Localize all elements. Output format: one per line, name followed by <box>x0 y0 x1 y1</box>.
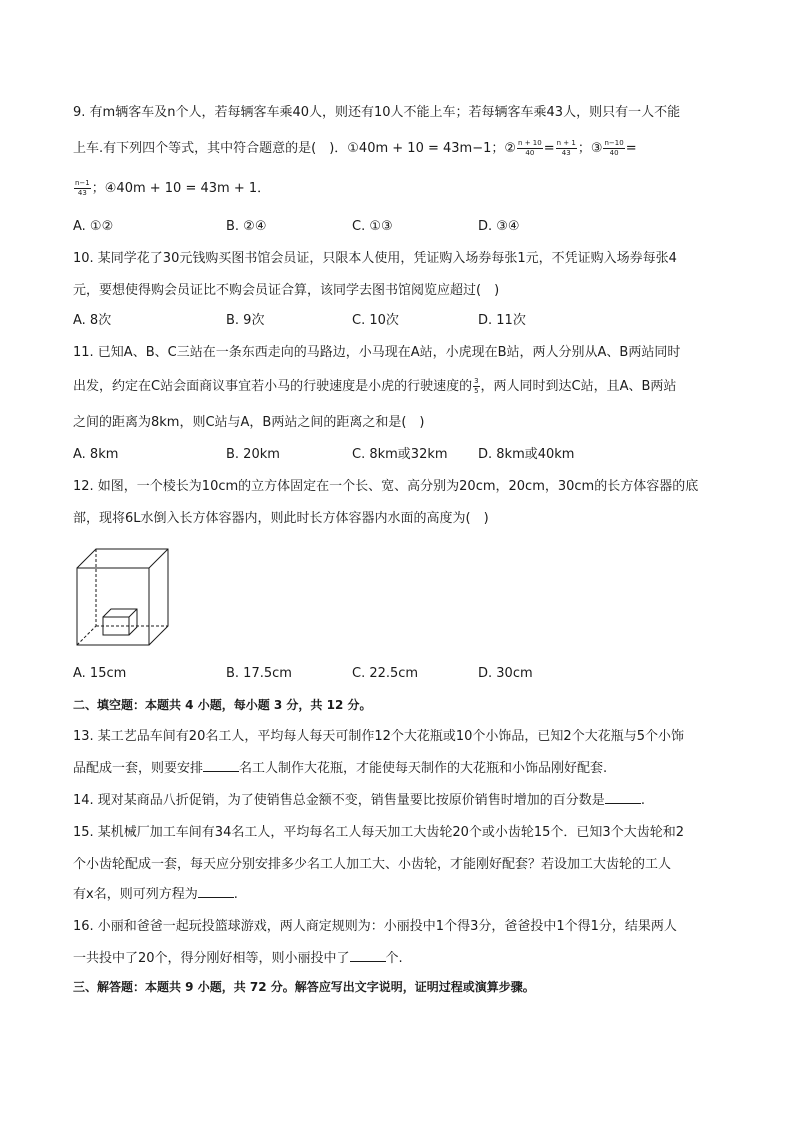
q12-option-c: C. 22.5cm <box>352 666 419 681</box>
q11-option-a: A. 8km <box>73 447 119 462</box>
q10-option-d: D. 11次 <box>478 313 526 328</box>
q13-answer-blank[interactable] <box>203 759 239 772</box>
outer-box-front <box>77 568 149 645</box>
q11-line-2: 出发，约定在C站会面商议事宜若小马的行驶速度是小虎的行驶速度的 $\frac{3}{5}$ ，两人同时到达C站，且A、B两站 <box>73 377 677 395</box>
inner-cube-top-edge <box>129 609 137 617</box>
container-cube-figure <box>73 545 173 649</box>
inner-cube-back-edges <box>103 609 137 635</box>
q15-line-1: 15. 某机械厂加工车间有34名工人，平均每名工人每天加工大齿轮20个或小齿轮15个．已知3个大齿轮和2 <box>73 825 684 840</box>
q10-option-a: A. 8次 <box>73 313 112 328</box>
q9-line-2-text: 上车.有下列四个等式，其中符合题意的是( )．①40m + 10 = 43m−1；② <box>73 141 517 156</box>
q9-fraction-2: $\frac{n + 1}{43}$ <box>556 139 576 157</box>
outer-box-back-edges <box>77 549 168 645</box>
outer-box-top-edge <box>149 549 168 568</box>
outer-box-hidden-diagonal <box>77 626 96 645</box>
q11-option-b: B. 20km <box>226 447 280 462</box>
q15-answer-blank[interactable] <box>198 885 234 898</box>
q9-line-1: 9. 有m辆客车及n个人，若每辆客车乘40人，则还有10人不能上车；若每辆客车乘43人，则只有一人不能 <box>73 105 681 120</box>
q14-line-1: 14. 现对某商品八折促销，为了使销售总金额不变，销售量要比按原价销售时增加的百分数是 . <box>73 793 645 808</box>
q9-line-2: 上车.有下列四个等式，其中符合题意的是( )．①40m + 10 = 43m−1；② $\frac{n + 10}{40}$ = $\frac{n + 1}{43}$ ；③ $\frac{n-10}{40}$ = <box>73 139 637 157</box>
section-3-heading: 三、解答题：本题共 9 小题，共 72 分。解答应写出文字说明，证明过程或演算步骤。 <box>73 980 535 994</box>
q14-answer-blank[interactable] <box>605 791 641 804</box>
q9-option-b: B. ②④ <box>226 219 267 234</box>
q9-fraction-1: $\frac{n + 10}{40}$ <box>518 139 542 157</box>
q12-line-2: 部，现将6L水倒入长方体容器内，则此时长方体容器内水面的高度为( ) <box>73 511 489 526</box>
q13-line-1: 13. 某工艺品车间有20名工人，平均每人每天可制作12个大花瓶或10个小饰品，已知2个大花瓶与5个小饰 <box>73 729 684 744</box>
q15-line-2: 个小齿轮配成一套，每天应分别安排多少名工人加工大、小齿轮，才能刚好配套？若设加工大齿轮的工人 <box>73 857 672 872</box>
q10-line-1: 10. 某同学花了30元钱购买图书馆会员证，只限本人使用，凭证购入场券每张1元，不凭证购入场券每张4 <box>73 251 677 266</box>
q13-line-2: 品配成一套，则要安排 名工人制作大花瓶，才能使每天制作的大花瓶和小饰品刚好配套. <box>73 761 608 776</box>
q11-option-c: C. 8km或32km <box>352 447 448 462</box>
q12-option-a: A. 15cm <box>73 666 127 681</box>
section-2-heading: 二、填空题：本题共 4 小题，每小题 3 分，共 12 分。 <box>73 698 372 712</box>
q9-option-c: C. ①③ <box>352 219 393 234</box>
q9-fraction-3: $\frac{n-10}{40}$ <box>604 139 624 157</box>
q16-line-1: 16. 小丽和爸爸一起玩投篮球游戏，两人商定规则为：小丽投中1个得3分，爸爸投中1个得1分，结果两人 <box>73 919 677 934</box>
q9-option-a: A. ①② <box>73 219 114 234</box>
q9-option-d: D. ③④ <box>478 219 520 234</box>
q9-line-3: $\frac{n-1}{43}$ ；④40m + 10 = 43m + 1． <box>75 179 271 197</box>
q10-option-c: C. 10次 <box>352 313 399 328</box>
q11-fraction: $\frac{3}{5}$ <box>474 377 479 395</box>
q10-option-b: B. 9次 <box>226 313 265 328</box>
q9-fraction-4: $\frac{n-1}{43}$ <box>75 179 90 197</box>
q11-line-3: 之间的距离为8km，则C站与A，B两站之间的距离之和是( ) <box>73 415 425 430</box>
q12-option-b: B. 17.5cm <box>226 666 292 681</box>
q11-line-1: 11. 已知A、B、C三站在一条东西走向的马路边，小马现在A站，小虎现在B站，两人分别从A、B两站同时 <box>73 345 681 360</box>
q12-line-1: 12. 如图，一个棱长为10cm的立方体固定在一个长、宽、高分别为20cm，20cm，30cm的长方体容器的底 <box>73 479 699 494</box>
q15-line-3: 有x名，则可列方程为 . <box>73 887 238 902</box>
q12-option-d: D. 30cm <box>478 666 533 681</box>
q11-option-d: D. 8km或40km <box>478 447 575 462</box>
q16-line-2: 一共投中了20个，得分刚好相等，则小丽投中了 个. <box>73 951 403 966</box>
q10-line-2: 元，要想使得购会员证比不购会员证合算，该同学去图书馆阅览应超过( ) <box>73 283 500 298</box>
q16-answer-blank[interactable] <box>350 949 386 962</box>
